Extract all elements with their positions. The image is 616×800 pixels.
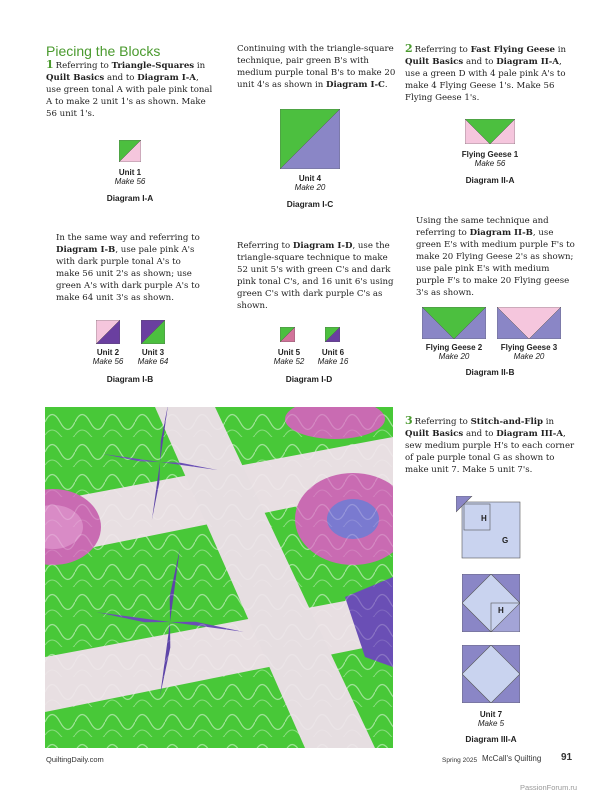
unit-3-swatch [141, 320, 165, 344]
unit-7-step-a [456, 496, 524, 560]
diagram-1d-caption: Diagram I-D [285, 374, 333, 384]
unit-1-swatch [119, 140, 141, 162]
unit-3-label: Unit 3 Make 64 [137, 348, 169, 366]
step2-paragraph-1: 2 Referring to Fast Flying Geese in Quilt Basics and to Diagram II-A, use a green D with 4 pale pink A's to make 4 Flying Geese 1's. Make 56 Flying Geese 1's. [405, 42, 567, 103]
section-title: Piecing the Blocks [46, 43, 161, 59]
step1-paragraph-4: Referring to Diagram I-D, use the triangle-square technique to make 52 unit 5's with green C's and dark pink tonal C's, and 16 unit 6's using green C's with dark purple C's as shown. [237, 241, 394, 311]
flying-geese-2-label: Flying Geese 2 Make 20 [425, 343, 483, 361]
unit-6-swatch [325, 327, 340, 342]
flying-geese-1-swatch [465, 119, 515, 144]
flying-geese-3-swatch [497, 307, 561, 339]
step-number: 1 [46, 58, 54, 71]
unit-1-label: Unit 1 Make 56 [114, 168, 146, 186]
step-number: 3 [405, 414, 413, 427]
footer-season: Spring 2025 [442, 757, 478, 764]
step1-paragraph-1: 1 Referring to Triangle-Squares in Quilt Basics and to Diagram I-A, use green tonal A with pale pink tonal A to make 2 unit 1's as shown. Make 56 unit 1's. [46, 58, 213, 119]
footer-website: QuiltingDaily.com [46, 755, 104, 764]
unit-4-label: Unit 4 Make 20 [294, 174, 326, 192]
step-number: 2 [405, 42, 413, 55]
diagram-1c-caption: Diagram I-C [286, 199, 334, 209]
diagram-2a-caption: Diagram II-A [465, 175, 515, 185]
footer-magazine: McCall's Quilting [482, 754, 542, 763]
unit-2-swatch [96, 320, 120, 344]
step2-paragraph-2: Using the same technique and referring to Diagram II-B, use green E's with medium purple F's to make 20 Flying Geese 2's as shown; use pale pink E's with medium purple F's to make 20 Flying geese 3's as shown. [416, 216, 575, 298]
diagram-3a-caption: Diagram III-A [465, 734, 517, 744]
flying-geese-1-label: Flying Geese 1 Make 56 [461, 150, 519, 168]
step1-paragraph-3: In the same way and referring to Diagram I-B, use pale pink A's with dark purple tonal A's to make 56 unit 2's as shown; use green A's with dark purple A's to make 64 unit 3's as shown. [56, 233, 200, 303]
step3-paragraph-1: 3 Referring to Stitch-and-Flip in Quilt Basics and to Diagram III-A, sew medium purple H's to each corner of pale purple tonal G as shown to make unit 7. Make 5 unit 7's. [405, 414, 575, 475]
flying-geese-3-label: Flying Geese 3 Make 20 [500, 343, 558, 361]
label-h-2: H [498, 606, 504, 615]
label-h: H [481, 514, 487, 523]
watermark: PassionForum.ru [520, 783, 578, 792]
step1-paragraph-2: Continuing with the triangle-square technique, pair green B's with medium purple tonal B's to make 20 unit 4's as shown in Diagram I-C. [237, 44, 396, 90]
page-number: 91 [561, 752, 573, 763]
diagram-1b-caption: Diagram I-B [106, 374, 154, 384]
diagram-1a-caption: Diagram I-A [106, 193, 154, 203]
flying-geese-2-swatch [422, 307, 486, 339]
unit-6-label: Unit 6 Make 16 [317, 348, 349, 366]
unit-5-swatch [280, 327, 295, 342]
unit-2-label: Unit 2 Make 56 [92, 348, 124, 366]
diagram-2b-caption: Diagram II-B [465, 367, 515, 377]
unit-7-finished [462, 645, 520, 703]
label-g: G [502, 536, 509, 545]
quilt-photo [45, 407, 393, 748]
unit-7-label: Unit 7 Make 5 [477, 710, 505, 728]
unit-7-step-b [462, 574, 520, 632]
unit-5-label: Unit 5 Make 52 [273, 348, 305, 366]
unit-4-swatch [280, 109, 340, 169]
